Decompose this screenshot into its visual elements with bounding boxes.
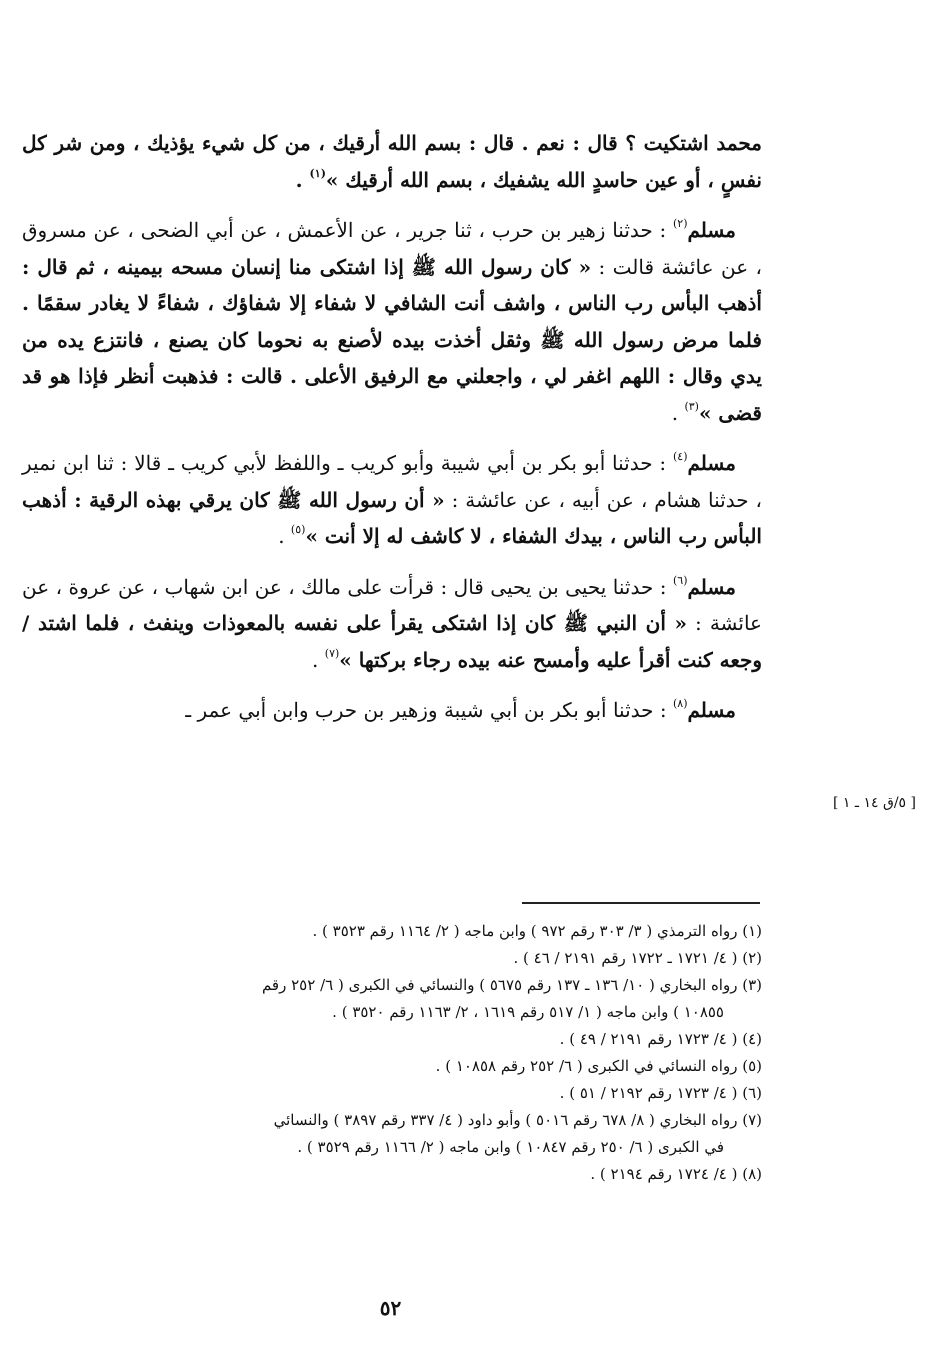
footnote-3: (٣) رواه البخاري ( ١٠/ ١٣٦ ـ ١٣٧ رقم ٥٦٧٥ ) والنسائي في الكبرى ( ٦/ ٢٥٢ رقم [261, 976, 762, 994]
source-label: مسلم [687, 451, 736, 475]
paragraph-5 [22, 692, 762, 729]
main-text [22, 125, 762, 729]
paragraph-4-tail: . [312, 647, 325, 672]
footnote-ref-2: (٢) [672, 217, 688, 231]
manuscript-folio-note: [ ٥/ق ١٤ ـ ١ ] [833, 795, 916, 811]
footnote-ref-7: (٧) [324, 646, 340, 660]
footnote-ref-4: (٤) [672, 450, 688, 464]
source-label: مسلم [687, 218, 736, 242]
source-label: مسلم [687, 698, 736, 722]
hadith-text: « أن النبي ﷺ كان إذا اشتكى يقرأ على نفسه بالمعوذات وينفث ، فلما اشتد / وجعه كنت أقرأ عليه وأمسح عنه بيده رجاء بركتها » [22, 611, 762, 672]
isnad-text: : حدثنا أبو بكر بن أبي شيبة وزهير بن حرب وابن أبي عمر ـ [185, 698, 673, 722]
isnad-text: : حدثنا أبو بكر بن أبي شيبة وأبو كريب ـ واللفظ لأبي كريب ـ قالا : ثنا ابن نمير ، حدثنا هشام ، عن أبيه ، عن عائشة : [22, 451, 762, 512]
footnote-ref-6: (٦) [672, 573, 688, 587]
paragraph-3-tail: . [278, 524, 291, 548]
footnote-1: (١) رواه الترمذي ( ٣/ ٣٠٣ رقم ٩٧٢ ) وابن ماجه ( ٢/ ١١٦٤ رقم ٣٥٢٣ ) . [312, 922, 762, 940]
footnote-4: (٤) ( ٤/ ١٧٢٣ رقم ٢١٩١ / ٤٩ ) . [559, 1030, 762, 1048]
footnote-7-continued: في الكبرى ( ٦/ ٢٥٠ رقم ١٠٨٤٧ ) وابن ماجه ( ٢/ ١١٦٦ رقم ٣٥٢٩ ) . [297, 1138, 724, 1156]
paragraph-3 [22, 445, 762, 555]
paragraph-2 [22, 212, 762, 431]
paragraph-4 [22, 569, 762, 679]
footnotes [22, 918, 762, 1188]
hadith-text: « كان رسول الله ﷺ إذا اشتكى منا إنسان مسحه بيمينه ، ثم قال : أذهب البأس رب الناس ، واشف أنت الشافي لا شفاء إلا شفاؤك ، شفاءً لا يغادر سقمًا . فلما مرض رسول الله ﷺ وثقل أخذت بيده لأصنع به نحوما كان يصنع ، فانتزع يده من يدي وقال : اللهم اغفر لي ، واجعلني مع الرفيق الأعلى . قالت : فذهبت أنظر فإذا هو قد قضى » [22, 254, 762, 425]
page-number: ٥٢ [379, 1296, 402, 1320]
isnad-text: : حدثنا يحيى بن يحيى قال : قرأت على مالك ، عن ابن شهاب ، عن عروة ، عن عائشة : [22, 574, 762, 635]
footnote-6: (٦) ( ٤/ ١٧٢٣ رقم ٢١٩٢ / ٥١ ) . [559, 1084, 762, 1102]
source-label: مسلم [687, 574, 736, 599]
paragraph-1-tail: . [295, 167, 310, 192]
paragraph-2-tail: . [671, 400, 685, 425]
paragraph-1-line-2: شر كل نفسٍ ، أو عين حاسدٍ الله يشفيك ، بسم الله أرقيك » [22, 131, 762, 192]
hadith-text: « أن رسول الله ﷺ كان يرقي بهذه الرقية : أذهب البأس رب الناس ، بيدك الشفاء ، لا كاشف له إلا أنت » [22, 487, 762, 548]
footnote-7: (٧) رواه البخاري ( ٨/ ٦٧٨ رقم ٥٠١٦ ) وأبو داود ( ٤/ ٣٣٧ رقم ٣٨٩٧ ) والنسائي [273, 1111, 762, 1129]
footnote-separator [522, 902, 760, 904]
footnote-5: (٥) رواه النسائي في الكبرى ( ٦/ ٢٥٢ رقم ١٠٨٥٨ ) . [435, 1057, 762, 1075]
footnote-ref-8: (٨) [672, 697, 688, 711]
footnote-8: (٨) ( ٤/ ١٧٢٤ رقم ٢١٩٤ ) . [590, 1165, 762, 1183]
footnote-ref-5: (٥) [290, 523, 306, 537]
footnote-2: (٢) ( ٤/ ١٧٢١ ـ ١٧٢٢ رقم ٢١٩١ / ٤٦ ) . [513, 949, 762, 967]
isnad-text: : حدثنا زهير بن حرب ، ثنا جرير ، عن الأعمش ، عن أبي الضحى ، عن مسروق ، عن عائشة قالت : [22, 218, 763, 279]
paragraph-1 [22, 125, 762, 198]
footnote-ref-3: (٣) [684, 399, 699, 413]
paragraph-1-line-1: محمد اشتكيت ؟ قال : نعم . قال : بسم الله أرقيك ، من كل شيء يؤذيك ، ومن [89, 131, 763, 155]
footnote-3-continued: ١٠٨٥٥ ) وابن ماجه ( ١/ ٥١٧ رقم ١٦١٩ ، ٢/ ١١٦٣ رقم ٣٥٢٠ ) . [332, 1003, 724, 1021]
footnote-ref-1: (١) [309, 166, 326, 180]
